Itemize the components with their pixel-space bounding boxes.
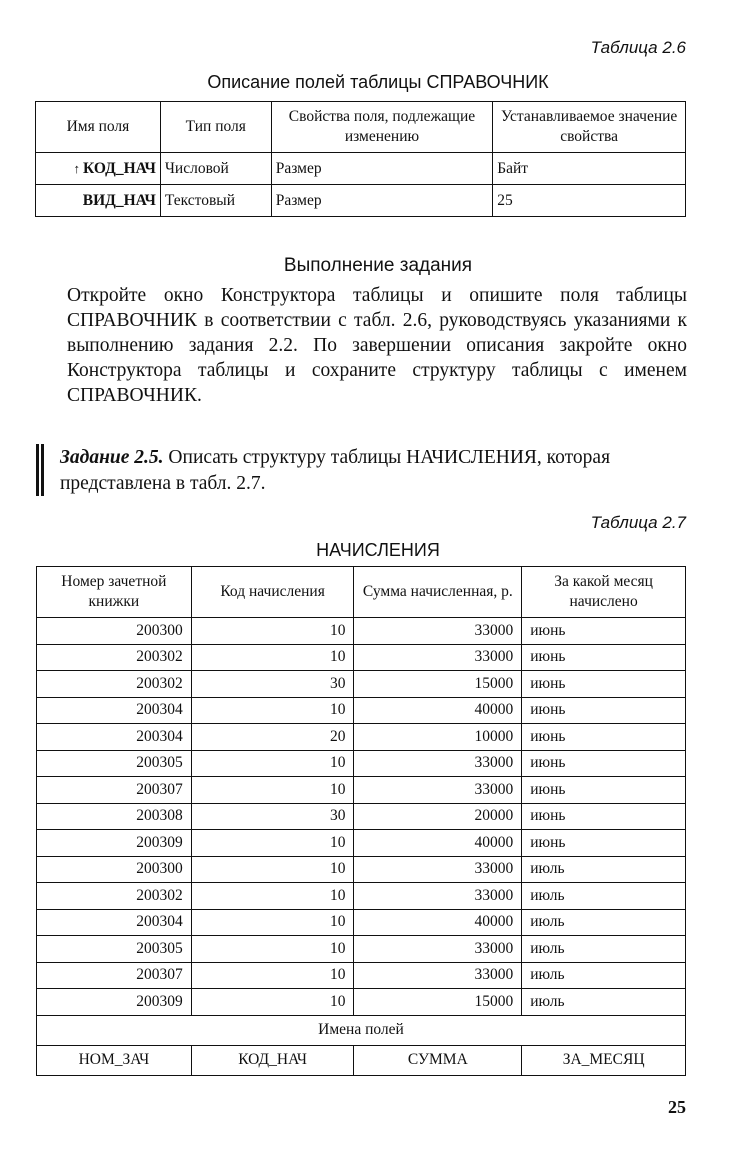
month-cell: июнь bbox=[522, 724, 686, 751]
table-row bbox=[37, 936, 686, 963]
page-number: 25 bbox=[668, 1097, 686, 1117]
table-row bbox=[37, 883, 686, 910]
table-body bbox=[37, 618, 686, 1016]
charge-code-cell: 20 bbox=[191, 724, 354, 751]
field-names-row bbox=[37, 1045, 686, 1075]
amount-cell: 33000 bbox=[354, 750, 522, 777]
table-row bbox=[37, 618, 686, 645]
table-row bbox=[37, 777, 686, 804]
table-header-row bbox=[36, 102, 686, 153]
table-2-6-label: Таблица 2.6 bbox=[590, 38, 686, 57]
charge-code-cell: 10 bbox=[191, 644, 354, 671]
table-row bbox=[36, 185, 686, 217]
table-row bbox=[37, 856, 686, 883]
student-id-cell: 200305 bbox=[37, 936, 192, 963]
student-id-cell: 200309 bbox=[37, 830, 192, 857]
month-cell: июль bbox=[522, 856, 686, 883]
month-cell: июнь bbox=[522, 697, 686, 724]
field-name-summa: СУММА bbox=[354, 1045, 522, 1075]
field-name-cell: ВИД_НАЧ bbox=[36, 185, 161, 217]
amount-cell: 33000 bbox=[354, 644, 522, 671]
month-cell: июль bbox=[522, 989, 686, 1016]
table-row bbox=[37, 671, 686, 698]
amount-cell: 15000 bbox=[354, 989, 522, 1016]
field-name-text: КОД_НАЧ bbox=[83, 159, 156, 177]
month-cell: июль bbox=[522, 883, 686, 910]
field-name-kod-nach: КОД_НАЧ bbox=[191, 1045, 354, 1075]
task-paragraph bbox=[60, 445, 688, 497]
table-2-7-title: НАЧИСЛЕНИЯ bbox=[316, 540, 440, 560]
month-cell: июнь bbox=[522, 830, 686, 857]
charge-code-cell: 10 bbox=[191, 830, 354, 857]
task-marker-bar bbox=[36, 444, 39, 496]
month-cell: июнь bbox=[522, 671, 686, 698]
amount-cell: 40000 bbox=[354, 909, 522, 936]
table-row bbox=[37, 989, 686, 1016]
student-id-cell: 200300 bbox=[37, 618, 192, 645]
table-row bbox=[37, 830, 686, 857]
header-field-properties: Свойства поля, подлежащие изменению bbox=[271, 102, 493, 153]
table-row bbox=[37, 909, 686, 936]
amount-cell: 33000 bbox=[354, 856, 522, 883]
charge-code-cell: 30 bbox=[191, 803, 354, 830]
student-id-cell: 200307 bbox=[37, 777, 192, 804]
amount-cell: 33000 bbox=[354, 618, 522, 645]
amount-cell: 40000 bbox=[354, 830, 522, 857]
student-id-cell: 200302 bbox=[37, 644, 192, 671]
charge-code-cell: 10 bbox=[191, 909, 354, 936]
table-2-6 bbox=[35, 101, 686, 217]
table-row bbox=[37, 724, 686, 751]
body-paragraph: Откройте окно Конструктора таблицы и опишите поля таблицы СПРАВОЧНИК в соответствии с табл. 2.6, руководствуясь указаниями к выполнению задания 2.2. По завершении описания закройте окно Конструктора таблицы и сохраните структуру таблицы с именем СПРАВОЧНИК. bbox=[67, 285, 687, 406]
table-row bbox=[37, 644, 686, 671]
field-value-cell: 25 bbox=[493, 185, 686, 217]
student-id-cell: 200302 bbox=[37, 883, 192, 910]
month-cell: июль bbox=[522, 909, 686, 936]
table-row bbox=[37, 697, 686, 724]
student-id-cell: 200304 bbox=[37, 909, 192, 936]
charge-code-cell: 10 bbox=[191, 856, 354, 883]
amount-cell: 33000 bbox=[354, 962, 522, 989]
key-icon: ↑ bbox=[73, 160, 81, 176]
month-cell: июнь bbox=[522, 777, 686, 804]
student-id-cell: 200304 bbox=[37, 724, 192, 751]
field-value-cell: Байт bbox=[493, 153, 686, 185]
field-name-cell bbox=[36, 153, 161, 185]
header-student-id: Номер зачетной книжки bbox=[37, 567, 192, 618]
table-row bbox=[37, 803, 686, 830]
student-id-cell: 200302 bbox=[37, 671, 192, 698]
charge-code-cell: 10 bbox=[191, 962, 354, 989]
charge-code-cell: 10 bbox=[191, 883, 354, 910]
amount-cell: 15000 bbox=[354, 671, 522, 698]
header-charge-code: Код начисления bbox=[191, 567, 354, 618]
charge-code-cell: 10 bbox=[191, 618, 354, 645]
header-field-type: Тип поля bbox=[160, 102, 271, 153]
charge-code-cell: 10 bbox=[191, 936, 354, 963]
charge-code-cell: 30 bbox=[191, 671, 354, 698]
student-id-cell: 200309 bbox=[37, 989, 192, 1016]
header-field-name: Имя поля bbox=[36, 102, 161, 153]
table-row bbox=[37, 750, 686, 777]
month-cell: июль bbox=[522, 936, 686, 963]
field-name-za-mesyac: ЗА_МЕСЯЦ bbox=[522, 1045, 686, 1075]
student-id-cell: 200307 bbox=[37, 962, 192, 989]
table-row bbox=[36, 153, 686, 185]
field-type-cell: Числовой bbox=[160, 153, 271, 185]
student-id-cell: 200300 bbox=[37, 856, 192, 883]
student-id-cell: 200308 bbox=[37, 803, 192, 830]
field-type-cell: Текстовый bbox=[160, 185, 271, 217]
task-marker-bar bbox=[41, 444, 44, 496]
charge-code-cell: 10 bbox=[191, 989, 354, 1016]
amount-cell: 10000 bbox=[354, 724, 522, 751]
amount-cell: 40000 bbox=[354, 697, 522, 724]
table-header-row bbox=[37, 567, 686, 618]
section-heading: Выполнение задания bbox=[283, 255, 473, 276]
header-property-value: Устанавливаемое значение свойства bbox=[493, 102, 686, 153]
field-names-label-row bbox=[37, 1015, 686, 1045]
table-row bbox=[37, 962, 686, 989]
charge-code-cell: 10 bbox=[191, 750, 354, 777]
table-2-7 bbox=[36, 566, 686, 1076]
header-amount: Сумма начисленная, р. bbox=[354, 567, 522, 618]
task-text: Описать структуру таблицы НАЧИСЛЕНИЯ, которая представлена в табл. 2.7. bbox=[60, 447, 611, 494]
amount-cell: 33000 bbox=[354, 883, 522, 910]
month-cell: июнь bbox=[522, 644, 686, 671]
field-names-label: Имена полей bbox=[37, 1015, 686, 1045]
amount-cell: 33000 bbox=[354, 777, 522, 804]
table-2-6-title: Описание полей таблицы СПРАВОЧНИК bbox=[207, 72, 549, 92]
amount-cell: 20000 bbox=[354, 803, 522, 830]
field-name-nom-zach: НОМ_ЗАЧ bbox=[37, 1045, 192, 1075]
field-property-cell: Размер bbox=[271, 185, 493, 217]
charge-code-cell: 10 bbox=[191, 777, 354, 804]
amount-cell: 33000 bbox=[354, 936, 522, 963]
charge-code-cell: 10 bbox=[191, 697, 354, 724]
month-cell: июль bbox=[522, 962, 686, 989]
student-id-cell: 200305 bbox=[37, 750, 192, 777]
student-id-cell: 200304 bbox=[37, 697, 192, 724]
table-2-7-label: Таблица 2.7 bbox=[590, 513, 686, 532]
month-cell: июнь bbox=[522, 750, 686, 777]
field-property-cell: Размер bbox=[271, 153, 493, 185]
month-cell: июнь bbox=[522, 803, 686, 830]
month-cell: июнь bbox=[522, 618, 686, 645]
task-title: Задание 2.5. bbox=[60, 447, 164, 468]
header-month: За какой месяц начислено bbox=[522, 567, 686, 618]
